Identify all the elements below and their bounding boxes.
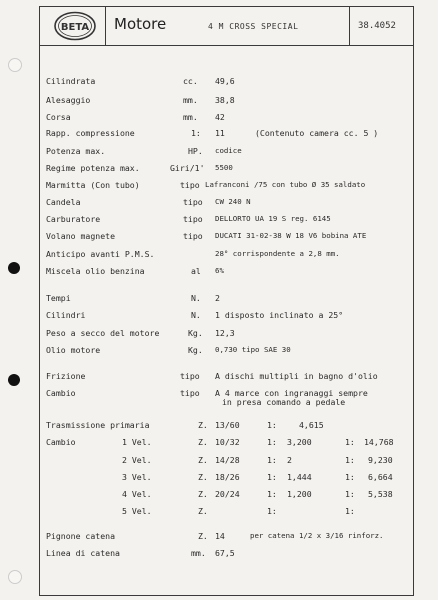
spec-label: Tempi [46,293,71,303]
gear-unit: Z. [198,455,208,465]
spec-value: Lafranconi /75 con tubo Ø 35 saldato [205,180,366,189]
spec-unit: mm. [183,112,198,122]
spec-unit: tipo [183,231,203,241]
header-divider-1 [105,6,106,46]
gear-ratio: 1,200 [287,489,312,499]
gear-total: 14,768 [364,437,394,447]
gear-name: 1 Vel. [122,437,152,447]
transmission-ratio-sep: 1: [267,420,277,430]
gear-total-sep: 1: [345,455,355,465]
gear-teeth: 14/28 [215,455,240,465]
spec-label: Carburatore [46,214,101,224]
spec-unit: Kg. [188,345,203,355]
binder-hole-middle [8,262,20,274]
spec-value: A dischi multipli in bagno d'olio [215,371,378,381]
gear-unit: Z. [198,489,208,499]
spec-label: Linea di catena [46,548,120,558]
binder-hole-lower [8,374,20,386]
spec-value: 6% [215,266,224,275]
spec-label: Alesaggio [46,95,91,105]
model-name: 4 M CROSS SPECIAL [208,22,299,31]
spec-value: 5500 [215,163,233,172]
spec-value: 14 [215,531,225,541]
spec-unit: Z. [198,531,208,541]
gear-total-sep: 1: [345,489,355,499]
header-bottom-line [39,45,414,46]
spec-value: 28° corrispondente a 2,8 mm. [215,249,340,258]
spec-label: Candela [46,197,81,207]
spec-value: 2 [215,293,220,303]
spec-value: 42 [215,112,225,122]
spec-value-line2: in presa comando a pedale [222,397,346,407]
transmission-teeth: 13/60 [215,420,240,430]
gear-teeth: 10/32 [215,437,240,447]
gear-ratio-sep: 1: [267,489,277,499]
transmission-label: Trasmissione primaria [46,420,150,430]
spec-value: 67,5 [215,548,235,558]
spec-label: Potenza max. [46,146,106,156]
spec-value: DUCATI 31-02-38 W 18 V6 bobina ATE [215,231,367,240]
gear-total-sep: 1: [345,437,355,447]
gear-ratio: 3,200 [287,437,312,447]
spec-value: 11 [215,128,225,138]
spec-label: Rapp. compressione [46,128,135,138]
gear-teeth: 18/26 [215,472,240,482]
spec-value: CW 240 N [215,197,251,206]
spec-value: A 4 marce con ingranaggi sempre [215,388,368,398]
gear-name: 4 Vel. [122,489,152,499]
spec-value: 49,6 [215,76,235,86]
spec-label: Cilindrata [46,76,96,86]
spec-note: per catena 1/2 x 3/16 rinforz. [250,531,384,540]
gearbox-label: Cambio [46,437,76,447]
spec-unit: cc. [183,76,198,86]
spec-value: DELLORTO UA 19 S reg. 6145 [215,214,331,223]
gear-ratio: 2 [287,455,292,465]
spec-value: 38,8 [215,95,235,105]
spec-label: Pignone catena [46,531,116,541]
gear-total: 6,664 [368,472,393,482]
gear-name: 2 Vel. [122,455,152,465]
gear-name: 5 Vel. [122,506,152,516]
beta-logo [54,11,96,41]
spec-unit: N. [191,293,201,303]
gear-ratio-sep: 1: [267,437,277,447]
gear-unit: Z. [198,506,208,516]
svg-text:BETA: BETA [60,22,90,33]
gear-total: 5,538 [368,489,393,499]
spec-value: 1 disposto inclinato a 25° [215,310,344,320]
spec-label: Miscela olio benzina [46,266,145,276]
spec-unit: 1: [191,128,201,138]
spec-label: Frizione [46,371,86,381]
spec-label: Peso a secco del motore [46,328,160,338]
spec-unit: tipo [180,180,200,190]
spec-label: Volano magnete [46,231,116,241]
spec-unit: mm. [183,95,198,105]
spec-label: Cilindri [46,310,86,320]
spec-label: Olio motore [46,345,101,355]
spec-unit: Kg. [188,328,203,338]
spec-unit: Giri/1' [170,163,205,173]
gear-unit: Z. [198,472,208,482]
page-title: Motore [114,15,167,33]
spec-value: 0,730 tipo SAE 30 [215,345,291,354]
gear-ratio-sep: 1: [267,455,277,465]
spec-label: Anticipo avanti P.M.S. [46,249,155,259]
binder-hole-bottom [8,570,22,584]
gear-total-sep: 1: [345,506,355,516]
gear-total: 9,230 [368,455,393,465]
spec-note: (Contenuto camera cc. 5 ) [255,128,379,138]
spec-unit: HP. [188,146,203,156]
spec-unit: tipo [183,214,203,224]
spec-unit: mm. [191,548,206,558]
transmission-unit: Z. [198,420,208,430]
gear-total-sep: 1: [345,472,355,482]
document-code: 38.4052 [358,21,396,31]
gear-ratio-sep: 1: [267,506,277,516]
spec-label: Cambio [46,388,76,398]
gear-ratio: 1,444 [287,472,312,482]
spec-unit: tipo [180,388,200,398]
spec-label: Regime potenza max. [46,163,140,173]
spec-unit: N. [191,310,201,320]
gear-name: 3 Vel. [122,472,152,482]
spec-value: codice [215,146,242,155]
spec-label: Corsa [46,112,71,122]
spec-unit: tipo [180,371,200,381]
transmission-ratio: 4,615 [299,420,324,430]
spec-value: 12,3 [215,328,235,338]
spec-unit: al [191,266,201,276]
gear-ratio-sep: 1: [267,472,277,482]
spec-unit: tipo [183,197,203,207]
spec-label: Marmitta (Con tubo) [46,180,140,190]
binder-hole-top [8,58,22,72]
header-divider-2 [349,6,350,46]
gear-teeth: 20/24 [215,489,240,499]
gear-unit: Z. [198,437,208,447]
